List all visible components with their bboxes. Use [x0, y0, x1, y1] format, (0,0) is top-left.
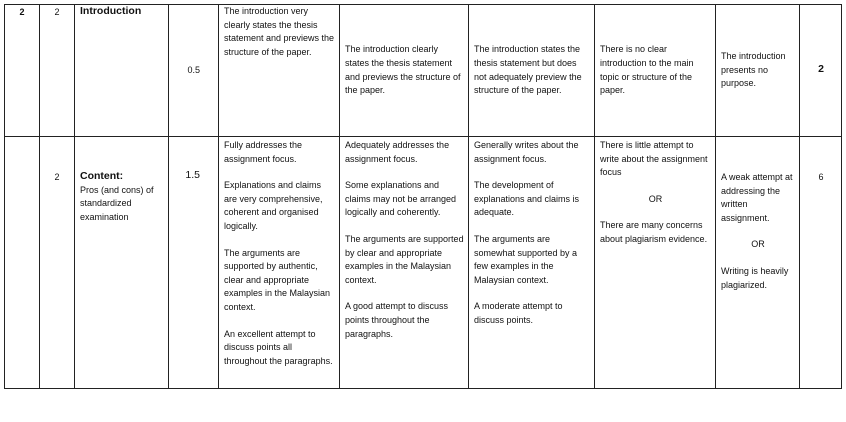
sub-index: 2 [40, 137, 75, 389]
level-poor: The introduction presents no purpose. [716, 5, 800, 137]
criterion-cell: Introduction [75, 5, 169, 137]
rubric-table [4, 4, 842, 389]
sub-index: 2 [40, 5, 75, 137]
score-cell: 6 [800, 137, 842, 389]
table-row [5, 137, 842, 389]
level-weak: There is no clear introduction to the main topic or structure of the paper. [595, 5, 716, 137]
level-excellent: Fully addresses the assignment focus. Explanations and claims are very comprehensive, coherent and organised logically. The arguments are supported by authentic, clear and appropriate examples in the Malaysian context. An excellent attempt to discuss points all throughout the paragraphs. [219, 137, 340, 389]
level-excellent: The introduction very clearly states the thesis statement and previews the structure of the paper. [219, 5, 340, 137]
level-poor: A weak attempt at addressing the written assignment. OR Writing is heavily plagiarized. [716, 137, 800, 389]
level-fair: Generally writes about the assignment focus. The development of explanations and claims is adequate. The arguments are somewhat supported by a few examples in the Malaysian context. A moderate attempt to discuss points. [469, 137, 595, 389]
level-fair: The introduction states the thesis statement but does not adequately preview the structure of the paper. [469, 5, 595, 137]
level-good: Adequately addresses the assignment focus. Some explanations and claims may not be arranged logically and coherently. The arguments are supported by clear and appropriate examples in the Malaysian context. A good attempt to discuss points throughout the paragraphs. [340, 137, 469, 389]
score-cell: 2 [800, 5, 842, 137]
weight-cell: 1.5 [169, 137, 219, 389]
weight-cell: 0.5 [169, 5, 219, 137]
row-index [5, 137, 40, 389]
row-index: 2 [5, 5, 40, 137]
level-weak: There is little attempt to write about the assignment focus OR There are many concerns about plagiarism evidence. [595, 137, 716, 389]
criterion-cell: Content: Pros (and cons) of standardized examination [75, 137, 169, 389]
level-good: The introduction clearly states the thesis statement and previews the structure of the paper. [340, 5, 469, 137]
table-row [5, 5, 842, 137]
